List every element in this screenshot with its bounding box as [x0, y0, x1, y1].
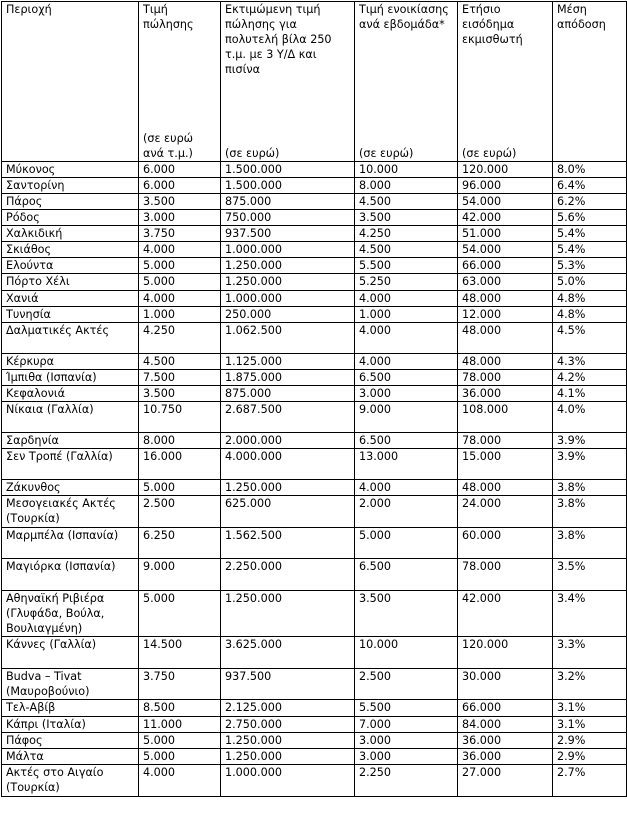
villa-price-cell: 2.125.000 — [221, 700, 355, 717]
header-cell-sale-price: Τιμή πώλησης (σε ευρώ ανά τ.μ.) — [139, 2, 221, 162]
sale-price-cell: 6.250 — [139, 528, 221, 559]
region-cell: Νίκαια (Γαλλία) — [2, 402, 139, 433]
weekly-rent-cell: 4.000 — [355, 291, 458, 307]
region-cell: Μεσογειακές Ακτές (Τουρκία) — [2, 496, 139, 528]
villa-price-cell: 4.000.000 — [221, 449, 355, 480]
weekly-rent-cell: 2.000 — [355, 496, 458, 528]
annual-income-cell: 96.000 — [458, 178, 553, 194]
sale-price-cell: 6.000 — [139, 178, 221, 194]
villa-price-cell: 2.750.000 — [221, 717, 355, 733]
table-row — [2, 765, 627, 797]
sale-price-cell: 4.000 — [139, 242, 221, 258]
weekly-rent-cell: 1.000 — [355, 307, 458, 323]
weekly-rent-cell: 2.250 — [355, 765, 458, 797]
villa-price-cell: 1.000.000 — [221, 291, 355, 307]
region-cell: Κάννες (Γαλλία) — [2, 637, 139, 669]
average-yield-cell: 3.5% — [553, 559, 627, 591]
sale-price-cell: 3.750 — [139, 669, 221, 700]
sale-price-cell: 9.000 — [139, 559, 221, 591]
weekly-rent-cell: 6.500 — [355, 559, 458, 591]
sale-price-cell: 3.500 — [139, 194, 221, 210]
average-yield-cell: 3.9% — [553, 449, 627, 480]
region-cell: Ίμπιθα (Ισπανία) — [2, 370, 139, 386]
sale-price-cell: 5.000 — [139, 258, 221, 274]
table-body — [2, 2, 627, 797]
sale-price-cell: 4.000 — [139, 765, 221, 797]
table-row — [2, 669, 627, 700]
region-cell: Χανιά — [2, 291, 139, 307]
region-cell: Δαλματικές Ακτές — [2, 323, 139, 354]
villa-price-cell: 875.000 — [221, 194, 355, 210]
annual-income-cell: 27.000 — [458, 765, 553, 797]
annual-income-cell: 84.000 — [458, 717, 553, 733]
villa-price-cell: 937.500 — [221, 226, 355, 242]
weekly-rent-cell: 6.500 — [355, 370, 458, 386]
villa-price-cell: 750.000 — [221, 210, 355, 226]
header-cell-region: Περιοχή — [2, 2, 139, 162]
annual-income-cell: 108.000 — [458, 402, 553, 433]
table-row — [2, 449, 627, 480]
annual-income-cell: 42.000 — [458, 210, 553, 226]
annual-income-cell: 60.000 — [458, 528, 553, 559]
table-row — [2, 433, 627, 449]
table-row — [2, 210, 627, 226]
annual-income-cell: 51.000 — [458, 226, 553, 242]
villa-price-cell: 1.250.000 — [221, 274, 355, 291]
region-cell: Ρόδος — [2, 210, 139, 226]
table-row — [2, 637, 627, 669]
header-cell-villa-price: Εκτιμώμενη τιμή πώλησης για πολυτελή βίλα 250 τ.μ. με 3 Υ/Δ και πισίνα (σε ευρώ) — [221, 2, 355, 162]
weekly-rent-cell: 6.500 — [355, 433, 458, 449]
annual-income-cell: 63.000 — [458, 274, 553, 291]
annual-income-cell: 120.000 — [458, 637, 553, 669]
villa-price-cell: 1.250.000 — [221, 591, 355, 637]
sale-price-cell: 8.500 — [139, 700, 221, 717]
sale-price-cell: 3.000 — [139, 210, 221, 226]
weekly-rent-cell: 13.000 — [355, 449, 458, 480]
table-row — [2, 559, 627, 591]
average-yield-cell: 3.8% — [553, 496, 627, 528]
sale-price-cell: 5.000 — [139, 733, 221, 749]
region-cell: Ελούντα — [2, 258, 139, 274]
annual-income-cell: 78.000 — [458, 433, 553, 449]
table-row — [2, 733, 627, 749]
table-row — [2, 528, 627, 559]
table-row — [2, 700, 627, 717]
weekly-rent-cell: 7.000 — [355, 717, 458, 733]
annual-income-cell: 48.000 — [458, 480, 553, 496]
region-cell: Μαγιόρκα (Ισπανία) — [2, 559, 139, 591]
weekly-rent-cell: 8.000 — [355, 178, 458, 194]
sale-price-cell: 3.750 — [139, 226, 221, 242]
region-cell: Ακτές στο Αιγαίο (Τουρκία) — [2, 765, 139, 797]
villa-price-cell: 875.000 — [221, 386, 355, 402]
table-row — [2, 226, 627, 242]
sale-price-cell: 7.500 — [139, 370, 221, 386]
villa-price-cell: 1.875.000 — [221, 370, 355, 386]
region-cell: Πόρτο Χέλι — [2, 274, 139, 291]
sale-price-cell: 16.000 — [139, 449, 221, 480]
sale-price-cell: 8.000 — [139, 433, 221, 449]
annual-income-cell: 24.000 — [458, 496, 553, 528]
table-row — [2, 717, 627, 733]
average-yield-cell: 6.4% — [553, 178, 627, 194]
region-cell: Σεν Τροπέ (Γαλλία) — [2, 449, 139, 480]
table-row — [2, 354, 627, 370]
villa-price-cell: 2.000.000 — [221, 433, 355, 449]
table-row — [2, 591, 627, 637]
average-yield-cell: 5.4% — [553, 242, 627, 258]
table-row — [2, 370, 627, 386]
table-row — [2, 323, 627, 354]
average-yield-cell: 4.0% — [553, 402, 627, 433]
sale-price-cell: 3.500 — [139, 386, 221, 402]
weekly-rent-cell: 3.500 — [355, 591, 458, 637]
weekly-rent-cell: 3.000 — [355, 733, 458, 749]
annual-income-cell: 48.000 — [458, 291, 553, 307]
header-cell-annual-income: Ετήσιο εισόδημα εκμισθωτή (σε ευρώ) — [458, 2, 553, 162]
annual-income-cell: 42.000 — [458, 591, 553, 637]
sale-price-cell: 11.000 — [139, 717, 221, 733]
villa-price-cell: 937.500 — [221, 669, 355, 700]
region-cell: Τελ-Αβίβ — [2, 700, 139, 717]
table-row — [2, 496, 627, 528]
weekly-rent-cell: 4.000 — [355, 323, 458, 354]
annual-income-cell: 78.000 — [458, 370, 553, 386]
region-cell: Τυνησία — [2, 307, 139, 323]
annual-income-cell: 66.000 — [458, 700, 553, 717]
sale-price-cell: 5.000 — [139, 591, 221, 637]
annual-income-cell: 30.000 — [458, 669, 553, 700]
region-cell: Μάλτα — [2, 749, 139, 765]
weekly-rent-cell: 3.000 — [355, 386, 458, 402]
sale-price-cell: 4.250 — [139, 323, 221, 354]
sale-price-cell: 4.500 — [139, 354, 221, 370]
annual-income-cell: 12.000 — [458, 307, 553, 323]
average-yield-cell: 4.8% — [553, 291, 627, 307]
table-row — [2, 402, 627, 433]
average-yield-cell: 2.7% — [553, 765, 627, 797]
average-yield-cell: 5.0% — [553, 274, 627, 291]
average-yield-cell: 3.8% — [553, 528, 627, 559]
region-cell: Χαλκιδική — [2, 226, 139, 242]
region-cell: Ζάκυνθος — [2, 480, 139, 496]
sale-price-cell: 2.500 — [139, 496, 221, 528]
weekly-rent-cell: 3.000 — [355, 749, 458, 765]
header-cell-average-yield: Μέση απόδοση — [553, 2, 627, 162]
villa-price-cell: 1.125.000 — [221, 354, 355, 370]
weekly-rent-cell: 5.500 — [355, 258, 458, 274]
table-row — [2, 291, 627, 307]
average-yield-cell: 3.9% — [553, 433, 627, 449]
average-yield-cell: 3.1% — [553, 717, 627, 733]
villa-price-cell: 3.625.000 — [221, 637, 355, 669]
villa-price-cell: 1.000.000 — [221, 765, 355, 797]
weekly-rent-cell: 10.000 — [355, 637, 458, 669]
region-cell: Κέρκυρα — [2, 354, 139, 370]
sale-price-cell: 5.000 — [139, 480, 221, 496]
annual-income-cell: 36.000 — [458, 749, 553, 765]
weekly-rent-cell: 3.500 — [355, 210, 458, 226]
table-row — [2, 274, 627, 291]
weekly-rent-cell: 4.500 — [355, 242, 458, 258]
average-yield-cell: 4.3% — [553, 354, 627, 370]
weekly-rent-cell: 5.500 — [355, 700, 458, 717]
sale-price-cell: 4.000 — [139, 291, 221, 307]
region-cell: Budva – Tivat (Μαυροβούνιο) — [2, 669, 139, 700]
annual-income-cell: 54.000 — [458, 194, 553, 210]
average-yield-cell: 4.2% — [553, 370, 627, 386]
villa-price-cell: 625.000 — [221, 496, 355, 528]
annual-income-cell: 48.000 — [458, 323, 553, 354]
weekly-rent-cell: 4.250 — [355, 226, 458, 242]
average-yield-cell: 5.4% — [553, 226, 627, 242]
weekly-rent-cell: 4.000 — [355, 354, 458, 370]
average-yield-cell: 5.3% — [553, 258, 627, 274]
sale-price-cell: 5.000 — [139, 749, 221, 765]
weekly-rent-cell: 10.000 — [355, 162, 458, 178]
table-row — [2, 162, 627, 178]
villa-price-cell: 1.062.500 — [221, 323, 355, 354]
average-yield-cell: 4.8% — [553, 307, 627, 323]
table-row — [2, 194, 627, 210]
annual-income-cell: 36.000 — [458, 733, 553, 749]
average-yield-cell: 3.8% — [553, 480, 627, 496]
region-cell: Πάρος — [2, 194, 139, 210]
region-cell: Σκιάθος — [2, 242, 139, 258]
weekly-rent-cell: 9.000 — [355, 402, 458, 433]
villa-price-cell: 1.250.000 — [221, 733, 355, 749]
villa-price-cell: 1.250.000 — [221, 258, 355, 274]
table-row — [2, 242, 627, 258]
region-cell: Σαντορίνη — [2, 178, 139, 194]
weekly-rent-cell: 4.500 — [355, 194, 458, 210]
average-yield-cell: 3.4% — [553, 591, 627, 637]
average-yield-cell: 3.3% — [553, 637, 627, 669]
header-row — [2, 2, 627, 162]
region-cell: Μύκονος — [2, 162, 139, 178]
table-row — [2, 178, 627, 194]
average-yield-cell: 2.9% — [553, 733, 627, 749]
region-cell: Κάπρι (Ιταλία) — [2, 717, 139, 733]
villa-price-cell: 1.500.000 — [221, 178, 355, 194]
table-row — [2, 480, 627, 496]
villa-price-cell: 1.250.000 — [221, 749, 355, 765]
villa-price-cell: 1.250.000 — [221, 480, 355, 496]
annual-income-cell: 66.000 — [458, 258, 553, 274]
annual-income-cell: 120.000 — [458, 162, 553, 178]
table-row — [2, 386, 627, 402]
annual-income-cell: 54.000 — [458, 242, 553, 258]
weekly-rent-cell: 2.500 — [355, 669, 458, 700]
sale-price-cell: 6.000 — [139, 162, 221, 178]
table-row — [2, 307, 627, 323]
villa-price-cell: 250.000 — [221, 307, 355, 323]
table-row — [2, 749, 627, 765]
weekly-rent-cell: 5.250 — [355, 274, 458, 291]
annual-income-cell: 15.000 — [458, 449, 553, 480]
yield-table — [1, 1, 627, 797]
region-cell: Σαρδηνία — [2, 433, 139, 449]
average-yield-cell: 5.6% — [553, 210, 627, 226]
average-yield-cell: 3.1% — [553, 700, 627, 717]
villa-price-cell: 1.562.500 — [221, 528, 355, 559]
sale-price-cell: 5.000 — [139, 274, 221, 291]
weekly-rent-cell: 4.000 — [355, 480, 458, 496]
region-cell: Μαρμπέλα (Ισπανία) — [2, 528, 139, 559]
header-cell-weekly-rent: Τιμή ενοικίασης ανά εβδομάδα* (σε ευρώ) — [355, 2, 458, 162]
average-yield-cell: 2.9% — [553, 749, 627, 765]
average-yield-cell: 6.2% — [553, 194, 627, 210]
villa-price-cell: 1.500.000 — [221, 162, 355, 178]
annual-income-cell: 48.000 — [458, 354, 553, 370]
sale-price-cell: 1.000 — [139, 307, 221, 323]
region-cell: Κεφαλονιά — [2, 386, 139, 402]
table-row — [2, 258, 627, 274]
annual-income-cell: 36.000 — [458, 386, 553, 402]
average-yield-cell: 4.5% — [553, 323, 627, 354]
sale-price-cell: 10.750 — [139, 402, 221, 433]
average-yield-cell: 3.2% — [553, 669, 627, 700]
average-yield-cell: 8.0% — [553, 162, 627, 178]
villa-price-cell: 2.687.500 — [221, 402, 355, 433]
villa-price-cell: 2.250.000 — [221, 559, 355, 591]
villa-price-cell: 1.000.000 — [221, 242, 355, 258]
region-cell: Πάφος — [2, 733, 139, 749]
sale-price-cell: 14.500 — [139, 637, 221, 669]
annual-income-cell: 78.000 — [458, 559, 553, 591]
average-yield-cell: 4.1% — [553, 386, 627, 402]
region-cell: Αθηναϊκή Ριβιέρα (Γλυφάδα, Βούλα, Βουλιαγμένη) — [2, 591, 139, 637]
weekly-rent-cell: 5.000 — [355, 528, 458, 559]
